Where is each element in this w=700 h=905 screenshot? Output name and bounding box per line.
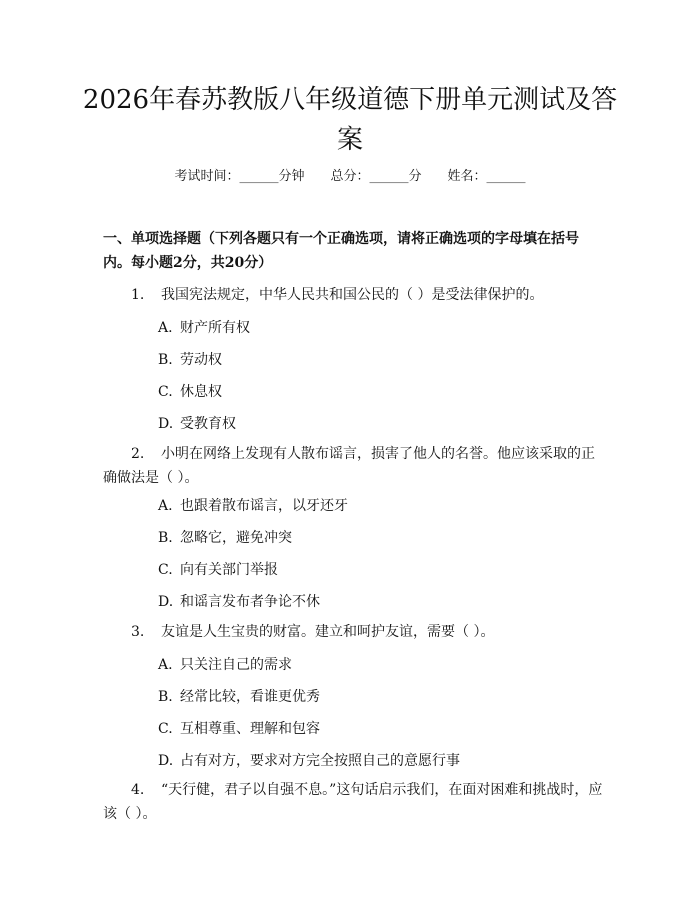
question-2 (103, 442, 603, 490)
option-3a (158, 653, 578, 677)
option-text: 财产所有权 (180, 320, 250, 336)
option-letter: C. (158, 384, 173, 400)
question-number: 3. (131, 624, 145, 640)
option-text: 只关注自己的需求 (180, 657, 292, 673)
option-text: 忽略它，避免冲突 (180, 530, 292, 546)
option-letter: D. (158, 416, 174, 432)
option-text: 互相尊重、理解和包容 (180, 721, 320, 737)
option-text: 占有对方，要求对方完全按照自己的意愿行事 (180, 753, 460, 769)
option-2a (158, 494, 578, 518)
question-1 (103, 283, 603, 307)
option-letter: A. (158, 498, 173, 514)
option-letter: B. (158, 689, 173, 705)
option-2d (158, 590, 578, 614)
option-1a (158, 316, 578, 340)
question-text: 我国宪法规定，中华人民共和国公民的（ ）是受法律保护的。 (161, 287, 544, 303)
question-3 (103, 620, 603, 644)
option-letter: D. (158, 753, 174, 769)
option-1d (158, 412, 578, 436)
question-number: 1. (131, 287, 145, 303)
option-2c (158, 558, 578, 582)
question-4 (103, 778, 603, 826)
option-letter: B. (158, 530, 173, 546)
question-text: “天行健，君子以自强不息。”这句话启示我们，在面对困难和挑战时，应该（ ）。 (103, 782, 603, 822)
option-1c (158, 380, 578, 404)
document-title: 2026年春苏教版八年级道德下册单元测试及答案 (82, 85, 618, 155)
question-number: 2. (131, 446, 145, 462)
option-text: 和谣言发布者争论不休 (180, 594, 320, 610)
option-text: 受教育权 (180, 416, 236, 432)
option-1b (158, 348, 578, 372)
option-text: 休息权 (180, 384, 222, 400)
option-text: 向有关部门举报 (180, 562, 278, 578)
option-letter: C. (158, 562, 173, 578)
option-text: 经常比较，看谁更优秀 (180, 689, 320, 705)
option-letter: D. (158, 594, 174, 610)
option-3b (158, 685, 578, 709)
option-letter: C. (158, 721, 173, 737)
exam-meta-line: 考试时间：______分钟 总分：______分 姓名：______ (174, 169, 526, 184)
option-3d (158, 749, 578, 773)
option-2b (158, 526, 578, 550)
question-text: 小明在网络上发现有人散布谣言，损害了他人的名誉。他应该采取的正确做法是（ ）。 (103, 446, 595, 486)
option-letter: A. (158, 657, 173, 673)
option-text: 劳动权 (180, 352, 222, 368)
question-text: 友谊是人生宝贵的财富。建立和呵护友谊，需要（ ）。 (161, 624, 495, 640)
question-number: 4. (131, 782, 145, 798)
option-letter: A. (158, 320, 173, 336)
option-text: 也跟着散布谣言，以牙还牙 (180, 498, 348, 514)
option-letter: B. (158, 352, 173, 368)
section-heading: 一、单项选择题（下列各题只有一个正确选项，请将正确选项的字母填在括号内。每小题2分，共20分） (103, 231, 579, 271)
option-3c (158, 717, 578, 741)
